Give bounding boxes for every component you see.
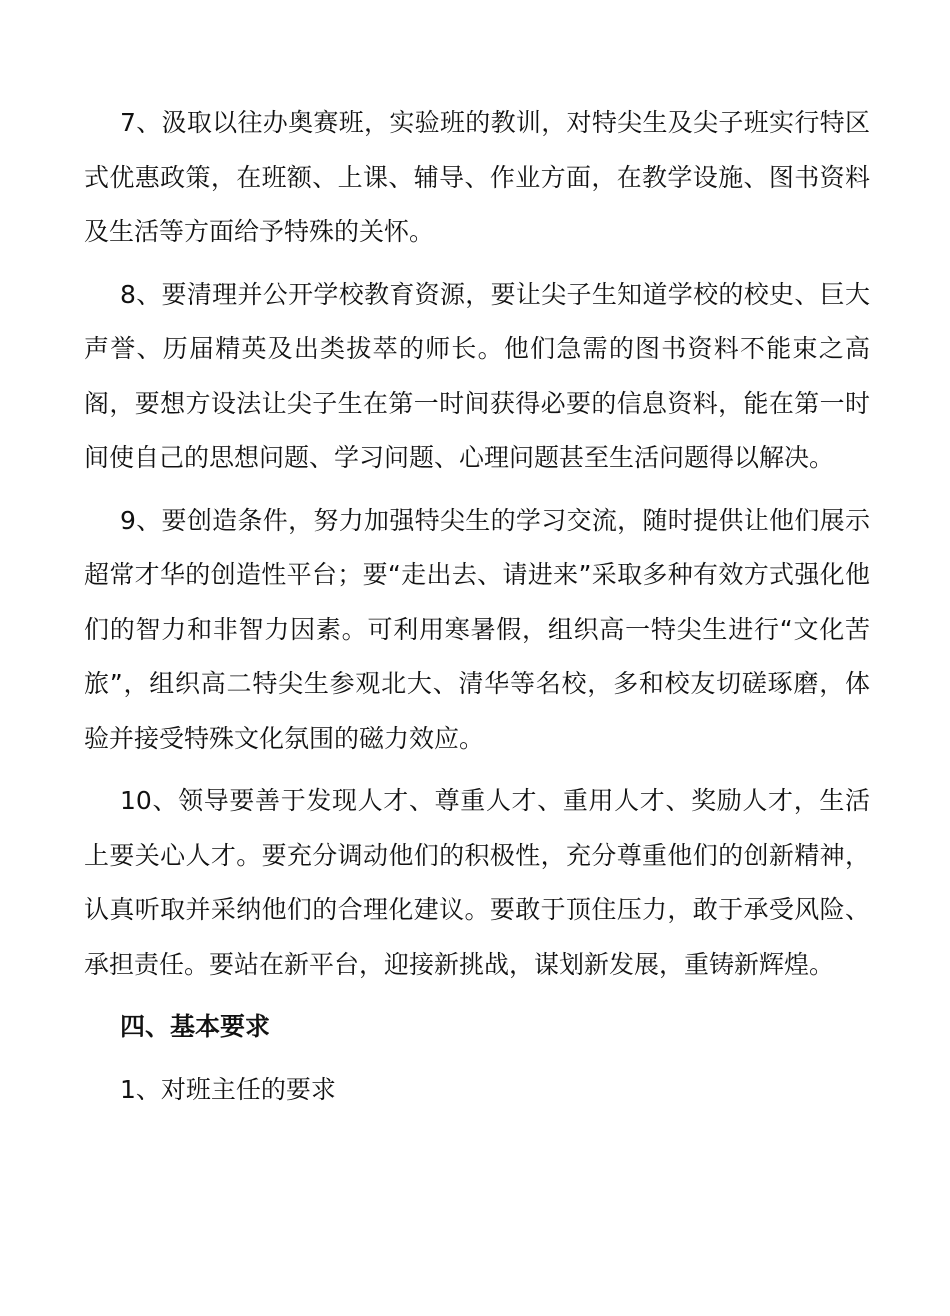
paragraph-9: 9、要创造条件，努力加强特尖生的学习交流，随时提供让他们展示超常才华的创造性平台；要“走出去、请进来”采取多种有效方式强化他们的智力和非智力因素。可利用寒暑假，组织高一特尖生进行“文化苦旅”，组织高二特尖生参观北大、清华等名校，多和校友切磋琢磨，体验并接受特殊文化氛围的磁力效应。 (84, 505, 870, 753)
paragraph-10: 10、领导要善于发现人才、尊重人才、重用人才、奖励人才，生活上要关心人才。要充分调动他们的积极性，充分尊重他们的创新精神，认真听取并采纳他们的合理化建议。要敢于顶住压力，敢于承受风险、承担责任。要站在新平台，迎接新挑战，谋划新发展，重铸新辉煌。 (84, 786, 870, 979)
subsection-heading: 1、对班主任的要求 (120, 1074, 336, 1104)
paragraph-7: 7、汲取以往办奥赛班，实验班的教训，对特尖生及尖子班实行特区式优惠政策，在班额、上课、辅导、作业方面，在教学设施、图书资料及生活等方面给予特殊的关怀。 (84, 108, 870, 246)
paragraph-8: 8、要清理并公开学校教育资源，要让尖子生知道学校的校史、巨大声誉、历届精英及出类拔萃的师长。他们急需的图书资料不能束之高阁，要想方设法让尖子生在第一时间获得必要的信息资料，能在第一时间使自己的思想问题、学习问题、心理问题甚至生活问题得以解决。 (84, 279, 870, 472)
section-heading: 四、基本要求 (120, 1012, 271, 1041)
document-body (84, 96, 870, 1117)
